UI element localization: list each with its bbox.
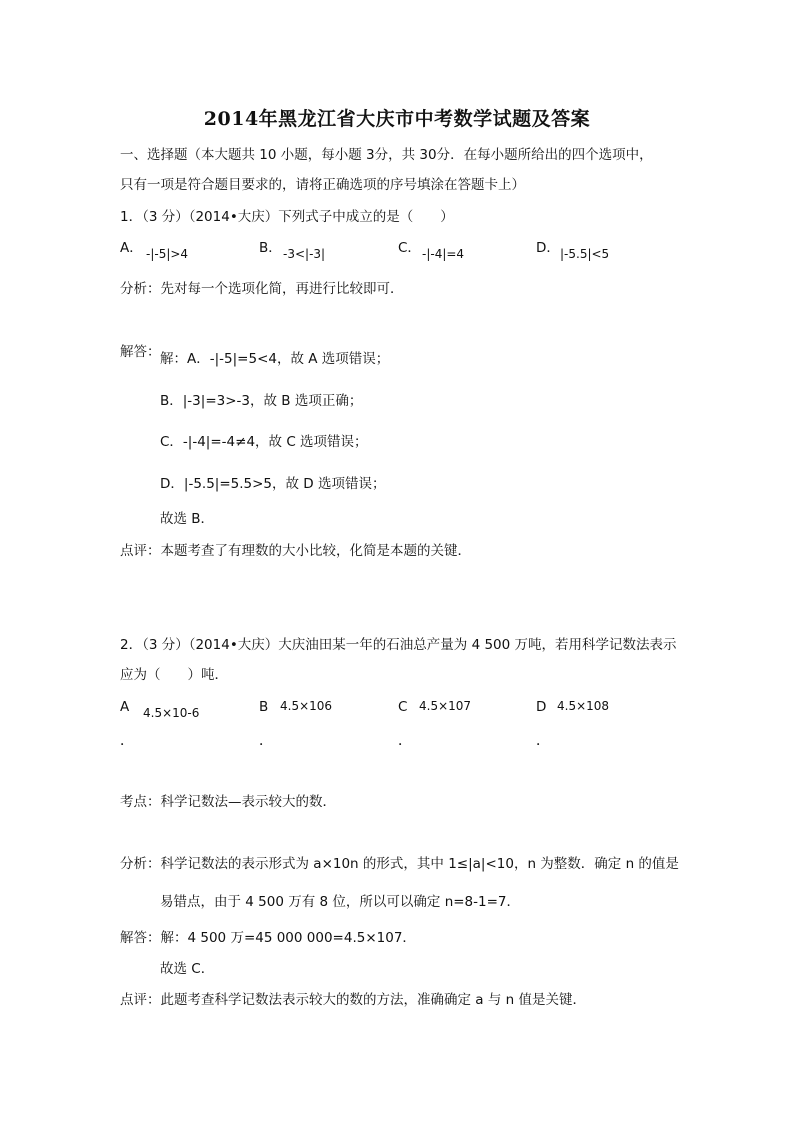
page-title: 2014年黑龙江省大庆市中考数学试题及答案 xyxy=(203,108,591,130)
q2-stem-line1: 2．（3 分）（2014•大庆）大庆油田某一年的石油总产量为 4 500 万吨，若用科学记数法表示 xyxy=(120,637,677,653)
q2-option-c-label: C xyxy=(398,699,408,715)
q2-answer-line1: 解答：解：4 500 万=45 000 000=4.5×107． xyxy=(120,930,416,946)
q1-answer-line-d: D．|-5.5|=5.5>5，故 D 选项错误； xyxy=(160,476,386,492)
q1-option-c-text: -|-4|=4 xyxy=(422,247,465,261)
q2-option-c-text: 4.5×107 xyxy=(419,699,472,713)
q2-analysis-line2: 易错点，由于 4 500 万有 8 位，所以可以确定 n=8-1=7． xyxy=(160,894,521,910)
q1-analysis: 分析：先对每一个选项化简，再进行比较即可． xyxy=(120,281,404,297)
q2-option-a-text: 4.5×10-6 xyxy=(143,706,200,720)
q1-answer-line-c: C．-|-4|=-4≠4，故 C 选项错误； xyxy=(160,434,368,450)
q2-comment: 点评：此题考查科学记数法表示较大的数的方法，准确确定 a 与 n 值是关键． xyxy=(120,992,586,1008)
q1-option-c-label: C． xyxy=(398,240,421,256)
q2-stem-line2: 应为（ ）吨． xyxy=(120,667,228,683)
q2-option-c-dot: ． xyxy=(398,733,412,749)
q2-option-d-text: 4.5×108 xyxy=(557,699,610,713)
q1-option-d-text: |-5.5|<5 xyxy=(560,247,610,261)
q2-option-b-text: 4.5×106 xyxy=(280,699,333,713)
q1-comment: 点评：本题考查了有理数的大小比较，化简是本题的关键． xyxy=(120,543,471,559)
q2-analysis-line1: 分析：科学记数法的表示形式为 a×10n 的形式，其中 1≤|a|<10，n 为整数．确定 n 的值是 xyxy=(120,856,679,872)
q1-option-d-label: D． xyxy=(536,240,560,256)
q2-option-a-label: A xyxy=(120,699,130,715)
q1-option-b-label: B． xyxy=(259,240,282,256)
q1-option-a-label: A． xyxy=(120,240,143,256)
q2-answer-conclusion: 故选 C． xyxy=(160,961,215,977)
q2-point: 考点：科学记数法—表示较大的数． xyxy=(120,794,336,810)
q2-option-a-dot: ． xyxy=(120,733,134,749)
q1-stem: 1．（3 分）（2014•大庆）下列式子中成立的是（ ） xyxy=(120,209,454,225)
section-heading-line1: 一、选择题（本大题共 10 小题，每小题 3分，共 30分．在每小题所给出的四个选项中， xyxy=(120,147,653,163)
section-heading-line2: 只有一项是符合题目要求的，请将正确选项的序号填涂在答题卡上） xyxy=(120,177,525,193)
q1-answer-label: 解答： xyxy=(120,344,161,360)
q2-option-d-dot: ． xyxy=(536,733,550,749)
q2-option-b-label: B xyxy=(259,699,269,715)
q1-answer-conclusion: 故选 B． xyxy=(160,511,215,527)
q2-option-b-dot: ． xyxy=(259,733,273,749)
q1-answer-line-b: B．|-3|=3>-3，故 B 选项正确； xyxy=(160,393,363,409)
q1-answer-line-a: 解：A．-|-5|=5<4，故 A 选项错误； xyxy=(160,351,390,367)
q1-option-a-text: -|-5|>4 xyxy=(146,247,189,261)
q1-option-b-text: -3<|-3| xyxy=(283,247,326,261)
q2-option-d-label: D xyxy=(536,699,547,715)
